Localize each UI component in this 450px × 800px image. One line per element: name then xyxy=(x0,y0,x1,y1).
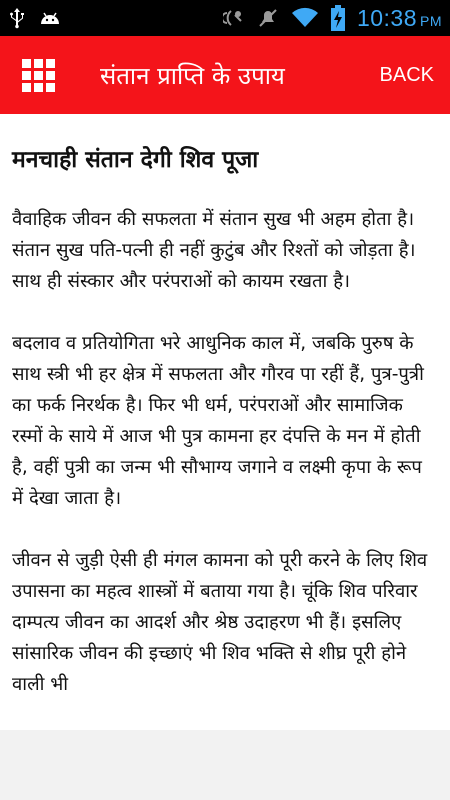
status-left-icons xyxy=(8,7,62,29)
status-bar xyxy=(0,0,450,36)
battery-charging-icon xyxy=(331,5,345,31)
clock xyxy=(357,5,442,32)
menu-button[interactable] xyxy=(0,36,100,114)
app-title: संतान प्राप्ति के उपाय xyxy=(100,61,285,90)
clock-time: 10:38 xyxy=(356,4,417,31)
status-right-icons xyxy=(223,5,442,32)
back-button[interactable]: BACK xyxy=(379,63,434,86)
article-paragraph: जीवन से जुड़ी ऐसी ही मंगल कामना को पूरी करने के लिए शिव उपासना का महत्व शास्त्रों में बताया गया है। चूंकि शिव परिवार दाम्पत्य जीवन का आदर्श और श्रेष्ठ उदाहरण भी हैं। इसलिए सांसारिक जीवन की इच्छाएं भी शिव भक्ति से शीघ्र पूरी होने वाली भी xyxy=(12,550,428,695)
mute-icon xyxy=(257,7,279,29)
nfc-icon xyxy=(223,7,245,29)
android-debug-icon xyxy=(38,8,62,28)
article-paragraph: बदलाव व प्रतियोगिता भरे आधुनिक काल में, जबकि पुरुष के साथ स्त्री भी हर क्षेत्र में सफलता और गौरव पा रहीं हैं, पुत्र-पुत्री का फर्क निरर्थक है। फिर भी धर्म, परंपराओं और सामाजिक रस्मों के साये में आज भी पुत्र कामना हर दंपत्ति के मन में होती है, वहीं पुत्री का जन्म भी सौभाग्य जगाने व लक्ष्मी कृपा के रूप में देखा जाता है। xyxy=(12,333,424,509)
wifi-icon xyxy=(291,7,319,29)
grid-menu-icon xyxy=(22,59,55,92)
article-content[interactable] xyxy=(0,114,450,730)
usb-icon xyxy=(8,7,26,29)
clock-ampm: PM xyxy=(420,12,442,29)
article-paragraph: वैवाहिक जीवन की सफलता में संतान सुख भी अहम होता है। संतान सुख पति-पत्नी ही नहीं कुटुंब और रिश्तों को जोड़ता है। साथ ही संस्कार और परंपराओं को कायम रखता है। xyxy=(12,209,416,292)
article-title: मनचाही संतान देगी शिव पूजा xyxy=(12,147,259,173)
bottom-blank-area xyxy=(0,730,450,800)
app-bar xyxy=(0,36,450,114)
